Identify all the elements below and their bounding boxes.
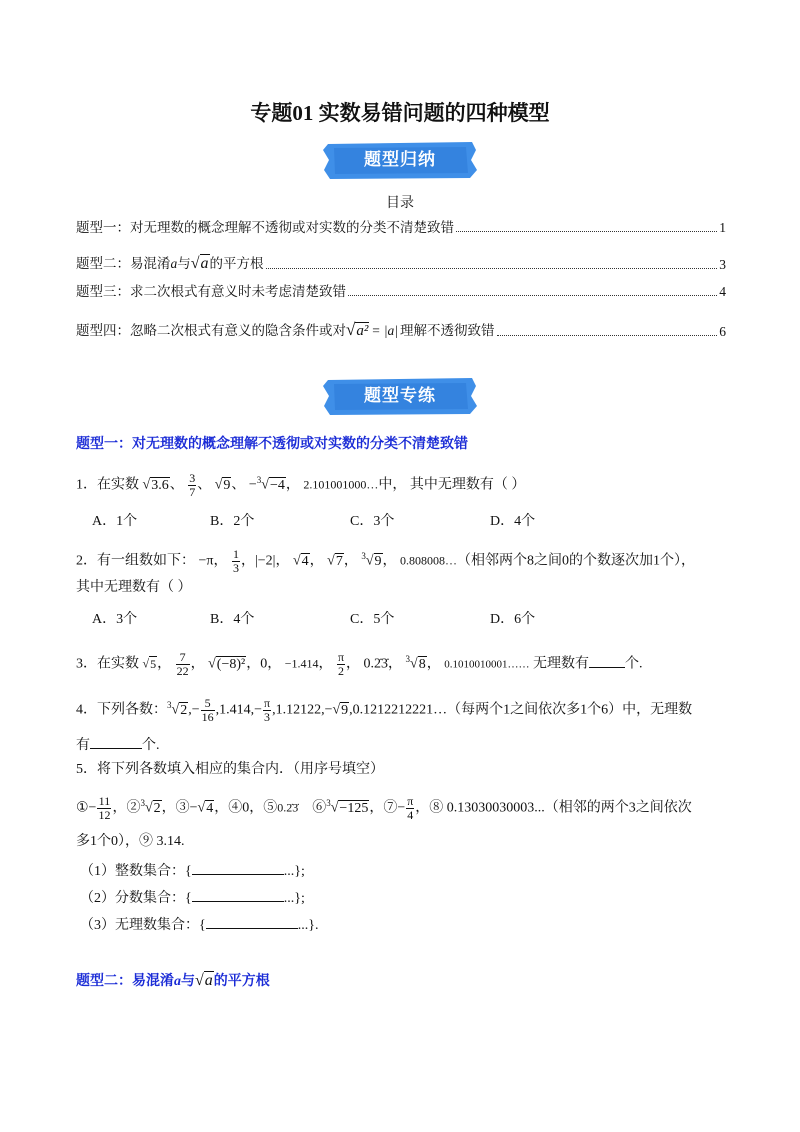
heading-var: a bbox=[174, 974, 181, 989]
question-text: ⑧ 0.13030030003...（相邻的两个3之间依次 bbox=[429, 800, 692, 816]
toc-item-4[interactable] bbox=[76, 318, 726, 340]
numerator: 7 bbox=[179, 649, 186, 664]
fraction bbox=[337, 651, 345, 678]
heading-text: 与 bbox=[181, 974, 195, 989]
question-text: 个. bbox=[624, 656, 643, 672]
q2-option-c[interactable]: C．5个 bbox=[350, 612, 395, 627]
repeating-decimal: 0.2̇3̇ bbox=[363, 656, 389, 672]
sqrt-radicand: 5 bbox=[150, 656, 157, 671]
toc-page-number: 6 bbox=[719, 324, 726, 339]
fraction bbox=[232, 548, 240, 575]
separator: 、 bbox=[231, 477, 246, 493]
number: 2.101001000… bbox=[303, 477, 379, 492]
toc-page-number: 1 bbox=[719, 220, 726, 235]
toc-abs: = |a| bbox=[371, 323, 399, 338]
set-irrationals bbox=[80, 914, 318, 934]
separator: 、 bbox=[197, 477, 212, 493]
toc-item-label bbox=[76, 252, 264, 273]
sqrt-symbol: √ bbox=[346, 320, 356, 339]
set-end: ...}; bbox=[283, 864, 305, 879]
toc-dots bbox=[497, 335, 718, 336]
math-terms: −π， bbox=[198, 553, 228, 569]
fraction: $\frac{11}{12}$ bbox=[98, 793, 111, 822]
q2-line2: 其中无理数有（ ） bbox=[76, 580, 192, 595]
banner-label: 题型归纳 bbox=[364, 150, 436, 170]
sqrt-symbol: √ bbox=[190, 255, 200, 272]
denominator: 22 bbox=[176, 663, 189, 678]
separator: 、 bbox=[169, 477, 184, 493]
question-5-lead: 5．将下列各数填入相应的集合内．（用序号填空） bbox=[76, 762, 384, 777]
question-text: 1．在实数 bbox=[76, 477, 139, 493]
toc-text: 题型四：忽略二次根式有意义的隐含条件或对 bbox=[76, 323, 346, 338]
fraction: $\frac{\pi}{4}$ bbox=[407, 793, 414, 822]
question-5-items: ①− $\frac{11}{12}$ ，②$^3$√2，③−√4，④0，⑤0.2̇3̇ ⑥$^3$√−125，⑦− $\frac{\pi}{4}$ ，⑧ 0.13030030003...（相邻的两个3之间依次 bbox=[76, 793, 692, 822]
section-heading-2: 题型二：易混淆a与√a的平方根 bbox=[76, 972, 270, 989]
q1-option-c[interactable]: C．3个 bbox=[350, 514, 395, 529]
toc-item-3[interactable] bbox=[76, 278, 726, 300]
toc-text: 理解不透彻致错 bbox=[400, 323, 495, 338]
q1-option-b[interactable]: B．2个 bbox=[210, 514, 255, 529]
toc-sqrt-radicand: a bbox=[200, 255, 209, 272]
toc-text: 题型二：易混淆 bbox=[76, 256, 171, 271]
toc-sqrt-radicand: a² bbox=[356, 323, 369, 339]
section-heading-1: 题型一：对无理数的概念理解不透彻或对实数的分类不清楚致错 bbox=[76, 437, 468, 452]
q2-option-a[interactable]: A．3个 bbox=[92, 612, 138, 627]
sqrt-radicand: 9 bbox=[223, 477, 231, 493]
question-text: 4．下列各数： bbox=[76, 702, 167, 718]
cbrt-radicand: 9 bbox=[374, 553, 382, 569]
set-end: ...}; bbox=[283, 891, 305, 906]
sqrt-radicand: 3.6 bbox=[151, 477, 169, 493]
toc-dots bbox=[266, 268, 718, 269]
banner-label: 题型专练 bbox=[364, 386, 436, 406]
denominator: 7 bbox=[189, 484, 196, 499]
q5-line2: 多1个0），⑨ 3.14. bbox=[76, 834, 185, 849]
numerator: π bbox=[337, 649, 345, 664]
answer-blank[interactable] bbox=[90, 748, 142, 749]
answer-blank[interactable] bbox=[192, 874, 284, 875]
fraction bbox=[188, 472, 196, 499]
question-text: 有 bbox=[76, 738, 90, 753]
number: −1.414 bbox=[284, 656, 319, 671]
sqrt-radicand: (−8)² bbox=[216, 656, 246, 672]
set-fractions bbox=[80, 887, 305, 907]
denominator: 3 bbox=[232, 560, 239, 575]
section-banner-summary bbox=[322, 140, 478, 180]
question-text: 0.1212212221…（每两个1之间依次多1个6）中，无理数 bbox=[352, 702, 693, 718]
q2-option-d[interactable]: D．6个 bbox=[490, 612, 536, 627]
question-1: 1．在实数 √3.6、 $\frac{3}{7}$ 、 √9、 −$^3$√−4， 2.101001000…中， 其中无理数有（ ） bbox=[76, 470, 526, 499]
math-terms: ，|−2|， bbox=[240, 553, 290, 569]
set-label: （3）无理数集合：{ bbox=[80, 918, 206, 933]
q2-option-b[interactable]: B．4个 bbox=[210, 612, 255, 627]
q1-option-a[interactable]: A．1个 bbox=[92, 514, 138, 529]
set-label: （1）整数集合：{ bbox=[80, 864, 192, 879]
heading-sqrt-radicand: a bbox=[204, 972, 213, 989]
question-text: 个. bbox=[142, 738, 160, 753]
page-title: 专题01 实数易错问题的四种模型 bbox=[250, 101, 550, 125]
toc-dots bbox=[456, 231, 717, 232]
cbrt-radicand: 8 bbox=[418, 656, 426, 672]
heading-text: 题型二：易混淆 bbox=[76, 974, 174, 989]
question-3: 3．在实数 √5， $\frac{7}{22}$ ， √(−8)²，0， −1.414， $\frac{\pi}{2}$ ， 0.2̇3̇， $^3$√8， 0.1010010001…… 无理数有 个. bbox=[76, 649, 643, 678]
toc-item-1[interactable] bbox=[76, 214, 726, 236]
fraction: $\frac{5}{16}$ bbox=[201, 695, 214, 724]
fraction bbox=[176, 651, 190, 678]
math-terms: ，0， bbox=[246, 656, 282, 672]
question-note: （相邻两个8之间0的个数逐次加1个）， bbox=[457, 553, 696, 569]
section-banner-practice bbox=[322, 376, 478, 416]
toc-item-label bbox=[76, 319, 495, 340]
cbrt-radicand: −4 bbox=[269, 477, 285, 493]
question-text: 2．有一组数如下： bbox=[76, 553, 195, 569]
sqrt-radicand: 7 bbox=[335, 553, 343, 569]
toc-dots bbox=[348, 295, 717, 296]
heading-text: 的平方根 bbox=[213, 974, 270, 989]
toc-item-2[interactable] bbox=[76, 251, 726, 273]
toc-var: a bbox=[170, 256, 178, 271]
answer-blank[interactable] bbox=[206, 928, 298, 929]
denominator: 2 bbox=[338, 663, 345, 678]
toc-text: 的平方根 bbox=[209, 256, 264, 271]
fraction: $\frac{\pi}{3}$ bbox=[264, 695, 271, 724]
question-text: 无理数有 bbox=[532, 656, 589, 672]
set-integers bbox=[80, 860, 305, 880]
question-2: 2．有一组数如下： −π， $\frac{1}{3}$ ，|−2|， √4， √7， $^3$√9， 0.808008…（相邻两个8之间0的个数逐次加1个）， bbox=[76, 546, 696, 575]
toc-item-label: 题型三：求二次根式有意义时未考虑清楚致错 bbox=[76, 284, 346, 299]
question-text: 3．在实数 bbox=[76, 656, 139, 672]
toc-heading: 目录 bbox=[386, 196, 414, 211]
question-4: 4．下列各数：$^3$√2,− $\frac{5}{16}$ ,1.414,− $\frac{\pi}{3}$ ,1.12122,−√9,0.1212212221…（每两个1之间依次多1个6）中，无理数 bbox=[76, 695, 693, 724]
sqrt-radicand: 4 bbox=[301, 553, 309, 569]
numerator: 1 bbox=[232, 546, 239, 561]
toc-page-number: 4 bbox=[719, 284, 726, 299]
toc-item-label: 题型一：对无理数的概念理解不透彻或对实数的分类不清楚致错 bbox=[76, 220, 454, 235]
q1-option-d[interactable]: D．4个 bbox=[490, 514, 536, 529]
answer-blank[interactable] bbox=[589, 667, 625, 668]
q4-line2 bbox=[76, 734, 160, 754]
numerator: 3 bbox=[189, 470, 196, 485]
answer-blank[interactable] bbox=[192, 901, 284, 902]
number: 0.1010010001…… bbox=[444, 658, 530, 671]
number: 0.808008… bbox=[400, 553, 458, 568]
set-label: （2）分数集合：{ bbox=[80, 891, 192, 906]
toc-text: 与 bbox=[177, 256, 191, 271]
question-text: 中， 其中无理数有（ ） bbox=[378, 477, 526, 493]
set-end: ...}. bbox=[297, 918, 319, 933]
toc-page-number: 3 bbox=[719, 257, 726, 272]
